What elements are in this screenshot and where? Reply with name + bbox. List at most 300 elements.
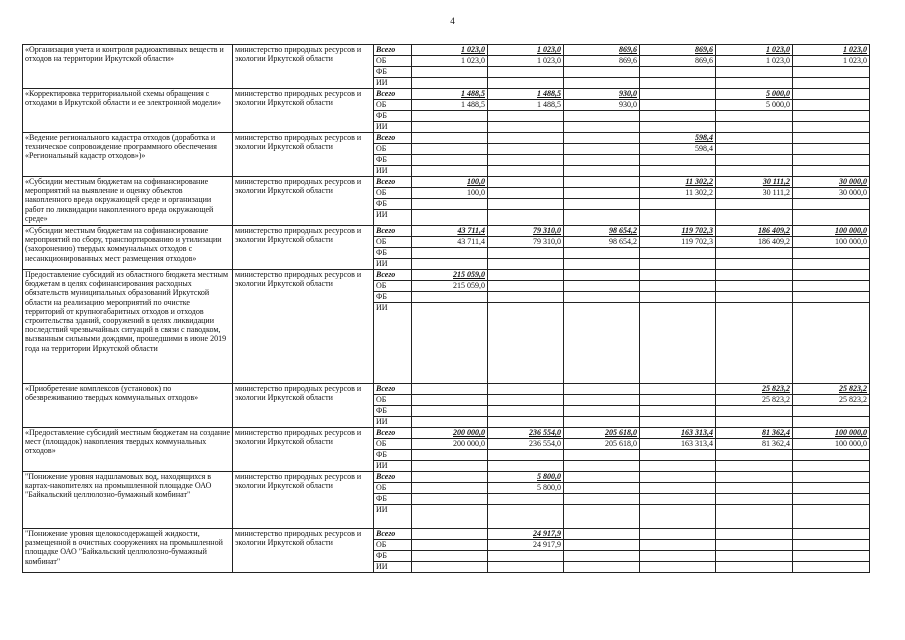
amount-cell: [793, 562, 870, 573]
amount-cell: [716, 483, 793, 494]
amount-cell: 236 554,0: [488, 428, 564, 439]
amount-cell: [564, 529, 640, 540]
amount-cell: [716, 529, 793, 540]
amount-cell: [488, 199, 564, 210]
funding-source: ОБ: [374, 483, 412, 494]
amount-cell: [412, 303, 488, 384]
amount-cell: [793, 155, 870, 166]
amount-cell: 186 409,2: [716, 237, 793, 248]
amount-cell: [488, 494, 564, 505]
amount-cell: [640, 303, 716, 384]
amount-cell: [564, 384, 640, 395]
amount-cell: [488, 417, 564, 428]
amount-cell: [716, 133, 793, 144]
amount-cell: [488, 406, 564, 417]
amount-cell: [488, 505, 564, 529]
amount-cell: 930,0: [564, 100, 640, 111]
amount-cell: [640, 417, 716, 428]
funding-source: Всего: [374, 472, 412, 483]
amount-cell: 100 000,0: [793, 439, 870, 450]
amount-cell: 5 800,0: [488, 483, 564, 494]
amount-cell: [412, 210, 488, 226]
amount-cell: [412, 450, 488, 461]
amount-cell: [412, 562, 488, 573]
funding-source: ИИ: [374, 303, 412, 384]
amount-cell: [716, 210, 793, 226]
amount-cell: 79 310,0: [488, 226, 564, 237]
amount-cell: 25 823,2: [793, 395, 870, 406]
amount-cell: [640, 494, 716, 505]
amount-cell: [793, 100, 870, 111]
amount-cell: [793, 144, 870, 155]
funding-source: Всего: [374, 270, 412, 281]
funding-source: ОБ: [374, 395, 412, 406]
amount-cell: [564, 461, 640, 472]
page-number: 4: [450, 16, 455, 26]
amount-cell: [640, 472, 716, 483]
amount-cell: 163 313,4: [640, 428, 716, 439]
amount-cell: [564, 406, 640, 417]
amount-cell: [412, 417, 488, 428]
amount-cell: 1 488,5: [412, 100, 488, 111]
amount-cell: 100,0: [412, 188, 488, 199]
amount-cell: [564, 122, 640, 133]
funding-source: ОБ: [374, 439, 412, 450]
amount-cell: [564, 155, 640, 166]
amount-cell: 81 362,4: [716, 439, 793, 450]
table-row: [23, 45, 870, 56]
amount-cell: [488, 78, 564, 89]
amount-cell: [640, 89, 716, 100]
funding-source: ФБ: [374, 450, 412, 461]
amount-cell: [793, 281, 870, 292]
amount-cell: [564, 505, 640, 529]
amount-cell: 30 000,0: [793, 177, 870, 188]
amount-cell: [488, 144, 564, 155]
amount-cell: 43 711,4: [412, 237, 488, 248]
amount-cell: 186 409,2: [716, 226, 793, 237]
amount-cell: 98 654,2: [564, 226, 640, 237]
amount-cell: 205 618,0: [564, 428, 640, 439]
amount-cell: [412, 78, 488, 89]
amount-cell: [716, 303, 793, 384]
amount-cell: 1 488,5: [412, 89, 488, 100]
amount-cell: [640, 78, 716, 89]
amount-cell: [640, 395, 716, 406]
budget-table-body: [23, 45, 870, 573]
amount-cell: [640, 155, 716, 166]
amount-cell: [716, 144, 793, 155]
responsible-executor: министерство природных ресурсов и экологии Иркутской области: [233, 177, 374, 226]
amount-cell: 215 059,0: [412, 281, 488, 292]
amount-cell: [716, 562, 793, 573]
amount-cell: [716, 540, 793, 551]
funding-source: ФБ: [374, 155, 412, 166]
measure-description: «Приобретение комплексов (установок) по обезвреживанию твердых коммунальных отходов»: [23, 384, 233, 428]
amount-cell: [412, 472, 488, 483]
amount-cell: [640, 122, 716, 133]
amount-cell: [716, 292, 793, 303]
measure-description: «Предоставление субсидий местным бюджетам на создание мест (площадок) накопления твердых коммунальных отходов»: [23, 428, 233, 472]
amount-cell: [640, 248, 716, 259]
amount-cell: [640, 450, 716, 461]
amount-cell: [640, 562, 716, 573]
amount-cell: [716, 450, 793, 461]
amount-cell: [488, 270, 564, 281]
amount-cell: [793, 122, 870, 133]
measure-description: «Субсидии местным бюджетам на софинансирование мероприятий по сбору, транспортированию и утилизации (захоронению) твердых коммунальных отходов с несанкционированных мест размещения отходов»: [23, 226, 233, 270]
funding-source: ОБ: [374, 100, 412, 111]
amount-cell: [640, 199, 716, 210]
amount-cell: 100 000,0: [793, 428, 870, 439]
amount-cell: [412, 166, 488, 177]
amount-cell: [564, 166, 640, 177]
amount-cell: [488, 155, 564, 166]
amount-cell: [793, 529, 870, 540]
amount-cell: [564, 562, 640, 573]
amount-cell: [412, 248, 488, 259]
amount-cell: [716, 461, 793, 472]
amount-cell: 1 023,0: [488, 45, 564, 56]
amount-cell: [793, 67, 870, 78]
amount-cell: [564, 144, 640, 155]
funding-source: ИИ: [374, 210, 412, 226]
amount-cell: [564, 395, 640, 406]
amount-cell: 1 488,5: [488, 100, 564, 111]
responsible-executor: министерство природных ресурсов и экологии Иркутской области: [233, 384, 374, 428]
amount-cell: 200 000,0: [412, 439, 488, 450]
funding-source: Всего: [374, 133, 412, 144]
amount-cell: 205 618,0: [564, 439, 640, 450]
funding-source: Всего: [374, 384, 412, 395]
amount-cell: [412, 292, 488, 303]
amount-cell: [793, 461, 870, 472]
amount-cell: [488, 122, 564, 133]
amount-cell: [716, 281, 793, 292]
amount-cell: [716, 155, 793, 166]
measure-description: "Понижение уровня щелокосодержащей жидкости, размещенной в очистных сооружениях на промышленной площадке ОАО "Байкальский целлюлозно-бумажный комбинат": [23, 529, 233, 573]
amount-cell: 24 917,9: [488, 529, 564, 540]
amount-cell: [716, 111, 793, 122]
funding-source: Всего: [374, 89, 412, 100]
amount-cell: [564, 417, 640, 428]
amount-cell: [412, 540, 488, 551]
amount-cell: 43 711,4: [412, 226, 488, 237]
amount-cell: 163 313,4: [640, 439, 716, 450]
table-row: [23, 270, 870, 281]
amount-cell: 5 000,0: [716, 89, 793, 100]
amount-cell: [488, 395, 564, 406]
funding-source: ИИ: [374, 122, 412, 133]
funding-source: Всего: [374, 428, 412, 439]
amount-cell: 25 823,2: [716, 384, 793, 395]
amount-cell: [793, 472, 870, 483]
amount-cell: [640, 259, 716, 270]
amount-cell: 119 702,3: [640, 226, 716, 237]
amount-cell: 1 023,0: [412, 56, 488, 67]
funding-source: ФБ: [374, 494, 412, 505]
amount-cell: 100,0: [412, 177, 488, 188]
amount-cell: [793, 166, 870, 177]
amount-cell: [412, 395, 488, 406]
amount-cell: [564, 483, 640, 494]
funding-source: ОБ: [374, 281, 412, 292]
amount-cell: [412, 384, 488, 395]
amount-cell: [793, 248, 870, 259]
amount-cell: [488, 461, 564, 472]
amount-cell: [793, 551, 870, 562]
amount-cell: [793, 483, 870, 494]
amount-cell: 1 023,0: [716, 56, 793, 67]
amount-cell: [488, 384, 564, 395]
amount-cell: [564, 78, 640, 89]
amount-cell: [488, 281, 564, 292]
amount-cell: [412, 144, 488, 155]
funding-source: ФБ: [374, 551, 412, 562]
table-row: [23, 226, 870, 237]
funding-source: ФБ: [374, 406, 412, 417]
amount-cell: [716, 78, 793, 89]
table-row: [23, 133, 870, 144]
amount-cell: 79 310,0: [488, 237, 564, 248]
amount-cell: [412, 461, 488, 472]
responsible-executor: министерство природных ресурсов и экологии Иркутской области: [233, 270, 374, 384]
amount-cell: [716, 551, 793, 562]
funding-source: Всего: [374, 177, 412, 188]
funding-source: ФБ: [374, 111, 412, 122]
amount-cell: 1 488,5: [488, 89, 564, 100]
amount-cell: 236 554,0: [488, 439, 564, 450]
funding-source: ФБ: [374, 199, 412, 210]
funding-source: ФБ: [374, 292, 412, 303]
amount-cell: [716, 122, 793, 133]
amount-cell: 81 362,4: [716, 428, 793, 439]
amount-cell: 30 000,0: [793, 188, 870, 199]
amount-cell: [640, 100, 716, 111]
amount-cell: [716, 505, 793, 529]
amount-cell: [488, 450, 564, 461]
amount-cell: [793, 111, 870, 122]
amount-cell: 98 654,2: [564, 237, 640, 248]
funding-source: ИИ: [374, 166, 412, 177]
amount-cell: [412, 67, 488, 78]
amount-cell: [640, 292, 716, 303]
funding-source: ИИ: [374, 417, 412, 428]
table-row: [23, 472, 870, 483]
amount-cell: [564, 210, 640, 226]
amount-cell: [793, 505, 870, 529]
amount-cell: [488, 562, 564, 573]
amount-cell: [716, 67, 793, 78]
amount-cell: [412, 259, 488, 270]
amount-cell: [793, 89, 870, 100]
amount-cell: [716, 248, 793, 259]
amount-cell: 869,6: [640, 56, 716, 67]
amount-cell: [640, 111, 716, 122]
amount-cell: [412, 551, 488, 562]
amount-cell: [564, 111, 640, 122]
amount-cell: [564, 67, 640, 78]
measure-description: «Субсидии местным бюджетам на софинансирование мероприятий на выявление и оценку объектов накопленного вреда окружающей среде и организации работ по ликвидации накопленного вреда окружающей среде»: [23, 177, 233, 226]
amount-cell: [793, 292, 870, 303]
amount-cell: [488, 292, 564, 303]
amount-cell: 25 823,2: [716, 395, 793, 406]
funding-source: Всего: [374, 529, 412, 540]
amount-cell: [564, 472, 640, 483]
amount-cell: 24 917,9: [488, 540, 564, 551]
amount-cell: [412, 529, 488, 540]
amount-cell: [412, 494, 488, 505]
amount-cell: 869,6: [640, 45, 716, 56]
amount-cell: 11 302,2: [640, 188, 716, 199]
amount-cell: 30 111,2: [716, 188, 793, 199]
amount-cell: [564, 177, 640, 188]
amount-cell: [793, 303, 870, 384]
amount-cell: [716, 494, 793, 505]
amount-cell: [488, 248, 564, 259]
amount-cell: 598,4: [640, 133, 716, 144]
responsible-executor: министерство природных ресурсов и экологии Иркутской области: [233, 529, 374, 573]
amount-cell: [640, 461, 716, 472]
amount-cell: [564, 303, 640, 384]
table-row: [23, 384, 870, 395]
measure-description: «Корректировка территориальной схемы обращения с отходами в Иркутской области и ее электронной модели»: [23, 89, 233, 133]
amount-cell: 100 000,0: [793, 237, 870, 248]
amount-cell: [564, 199, 640, 210]
amount-cell: [412, 199, 488, 210]
amount-cell: [640, 406, 716, 417]
funding-source: ОБ: [374, 237, 412, 248]
amount-cell: [564, 281, 640, 292]
responsible-executor: министерство природных ресурсов и экологии Иркутской области: [233, 89, 374, 133]
funding-source: ОБ: [374, 144, 412, 155]
amount-cell: [716, 270, 793, 281]
amount-cell: [793, 494, 870, 505]
amount-cell: [793, 259, 870, 270]
amount-cell: [488, 111, 564, 122]
amount-cell: [412, 505, 488, 529]
amount-cell: [412, 111, 488, 122]
amount-cell: [488, 259, 564, 270]
amount-cell: [564, 259, 640, 270]
amount-cell: 1 023,0: [488, 56, 564, 67]
measure-description: «Организация учета и контроля радиоактивных веществ и отходов на территории Иркутской области»: [23, 45, 233, 89]
amount-cell: [716, 417, 793, 428]
amount-cell: 598,4: [640, 144, 716, 155]
amount-cell: [716, 199, 793, 210]
amount-cell: [412, 406, 488, 417]
amount-cell: [488, 551, 564, 562]
funding-source: ИИ: [374, 259, 412, 270]
amount-cell: [793, 199, 870, 210]
amount-cell: 11 302,2: [640, 177, 716, 188]
amount-cell: [793, 210, 870, 226]
amount-cell: 30 111,2: [716, 177, 793, 188]
amount-cell: [488, 133, 564, 144]
amount-cell: [716, 472, 793, 483]
amount-cell: 1 023,0: [793, 56, 870, 67]
responsible-executor: министерство природных ресурсов и экологии Иркутской области: [233, 133, 374, 177]
funding-source: ИИ: [374, 562, 412, 573]
amount-cell: 1 023,0: [412, 45, 488, 56]
funding-source: ИИ: [374, 505, 412, 529]
funding-source: ОБ: [374, 188, 412, 199]
amount-cell: [412, 155, 488, 166]
funding-source: ОБ: [374, 56, 412, 67]
amount-cell: [412, 483, 488, 494]
measure-description: «Ведение регионального кадастра отходов (доработка и техническое сопровождение программного обеспечения «Региональный кадастр отходов»)»: [23, 133, 233, 177]
table-row: [23, 529, 870, 540]
amount-cell: [564, 270, 640, 281]
amount-cell: [716, 166, 793, 177]
funding-source: ОБ: [374, 540, 412, 551]
amount-cell: [640, 210, 716, 226]
amount-cell: [640, 166, 716, 177]
amount-cell: 930,0: [564, 89, 640, 100]
amount-cell: [793, 540, 870, 551]
amount-cell: [640, 281, 716, 292]
amount-cell: [488, 188, 564, 199]
table-row: [23, 177, 870, 188]
amount-cell: [640, 505, 716, 529]
amount-cell: [564, 494, 640, 505]
amount-cell: [488, 166, 564, 177]
amount-cell: [640, 483, 716, 494]
amount-cell: [640, 551, 716, 562]
amount-cell: [564, 248, 640, 259]
amount-cell: 1 023,0: [716, 45, 793, 56]
amount-cell: [640, 529, 716, 540]
amount-cell: [793, 406, 870, 417]
amount-cell: [412, 133, 488, 144]
amount-cell: [716, 406, 793, 417]
amount-cell: 869,6: [564, 56, 640, 67]
amount-cell: 5 000,0: [716, 100, 793, 111]
funding-source: ИИ: [374, 461, 412, 472]
amount-cell: 25 823,2: [793, 384, 870, 395]
measure-description: "Понижение уровня надшламовых вод, находящихся в картах-накопителях на промышленной площадке ОАО "Байкальский целлюлозно-бумажный комбинат": [23, 472, 233, 529]
funding-source: Всего: [374, 45, 412, 56]
amount-cell: [412, 122, 488, 133]
measure-description: Предоставление субсидий из областного бюджета местным бюджетам в целях софинансирования расходных обязательств муниципальных образований Иркутской области на реализацию мероприятий по очистке территорий от крупногабаритных отходов и отходов строительства зданий, сооружений в целях ликвидации последствий чрезвычайных ситуаций в связи с паводком, вызванным сильными дождями, прошедшими в июне 2019 года на территории Иркутской области: [23, 270, 233, 384]
amount-cell: 100 000,0: [793, 226, 870, 237]
amount-cell: 1 023,0: [793, 45, 870, 56]
table-row: [23, 89, 870, 100]
amount-cell: [793, 133, 870, 144]
amount-cell: [564, 188, 640, 199]
responsible-executor: министерство природных ресурсов и экологии Иркутской области: [233, 472, 374, 529]
amount-cell: [564, 133, 640, 144]
amount-cell: 869,6: [564, 45, 640, 56]
amount-cell: [793, 270, 870, 281]
amount-cell: [564, 292, 640, 303]
table-row: [23, 428, 870, 439]
amount-cell: [488, 303, 564, 384]
amount-cell: [793, 450, 870, 461]
amount-cell: [564, 540, 640, 551]
amount-cell: [793, 417, 870, 428]
amount-cell: 200 000,0: [412, 428, 488, 439]
amount-cell: [488, 210, 564, 226]
amount-cell: [640, 270, 716, 281]
amount-cell: 119 702,3: [640, 237, 716, 248]
responsible-executor: министерство природных ресурсов и экологии Иркутской области: [233, 45, 374, 89]
funding-source: ИИ: [374, 78, 412, 89]
amount-cell: [564, 450, 640, 461]
amount-cell: [640, 384, 716, 395]
amount-cell: [640, 67, 716, 78]
funding-source: ФБ: [374, 248, 412, 259]
